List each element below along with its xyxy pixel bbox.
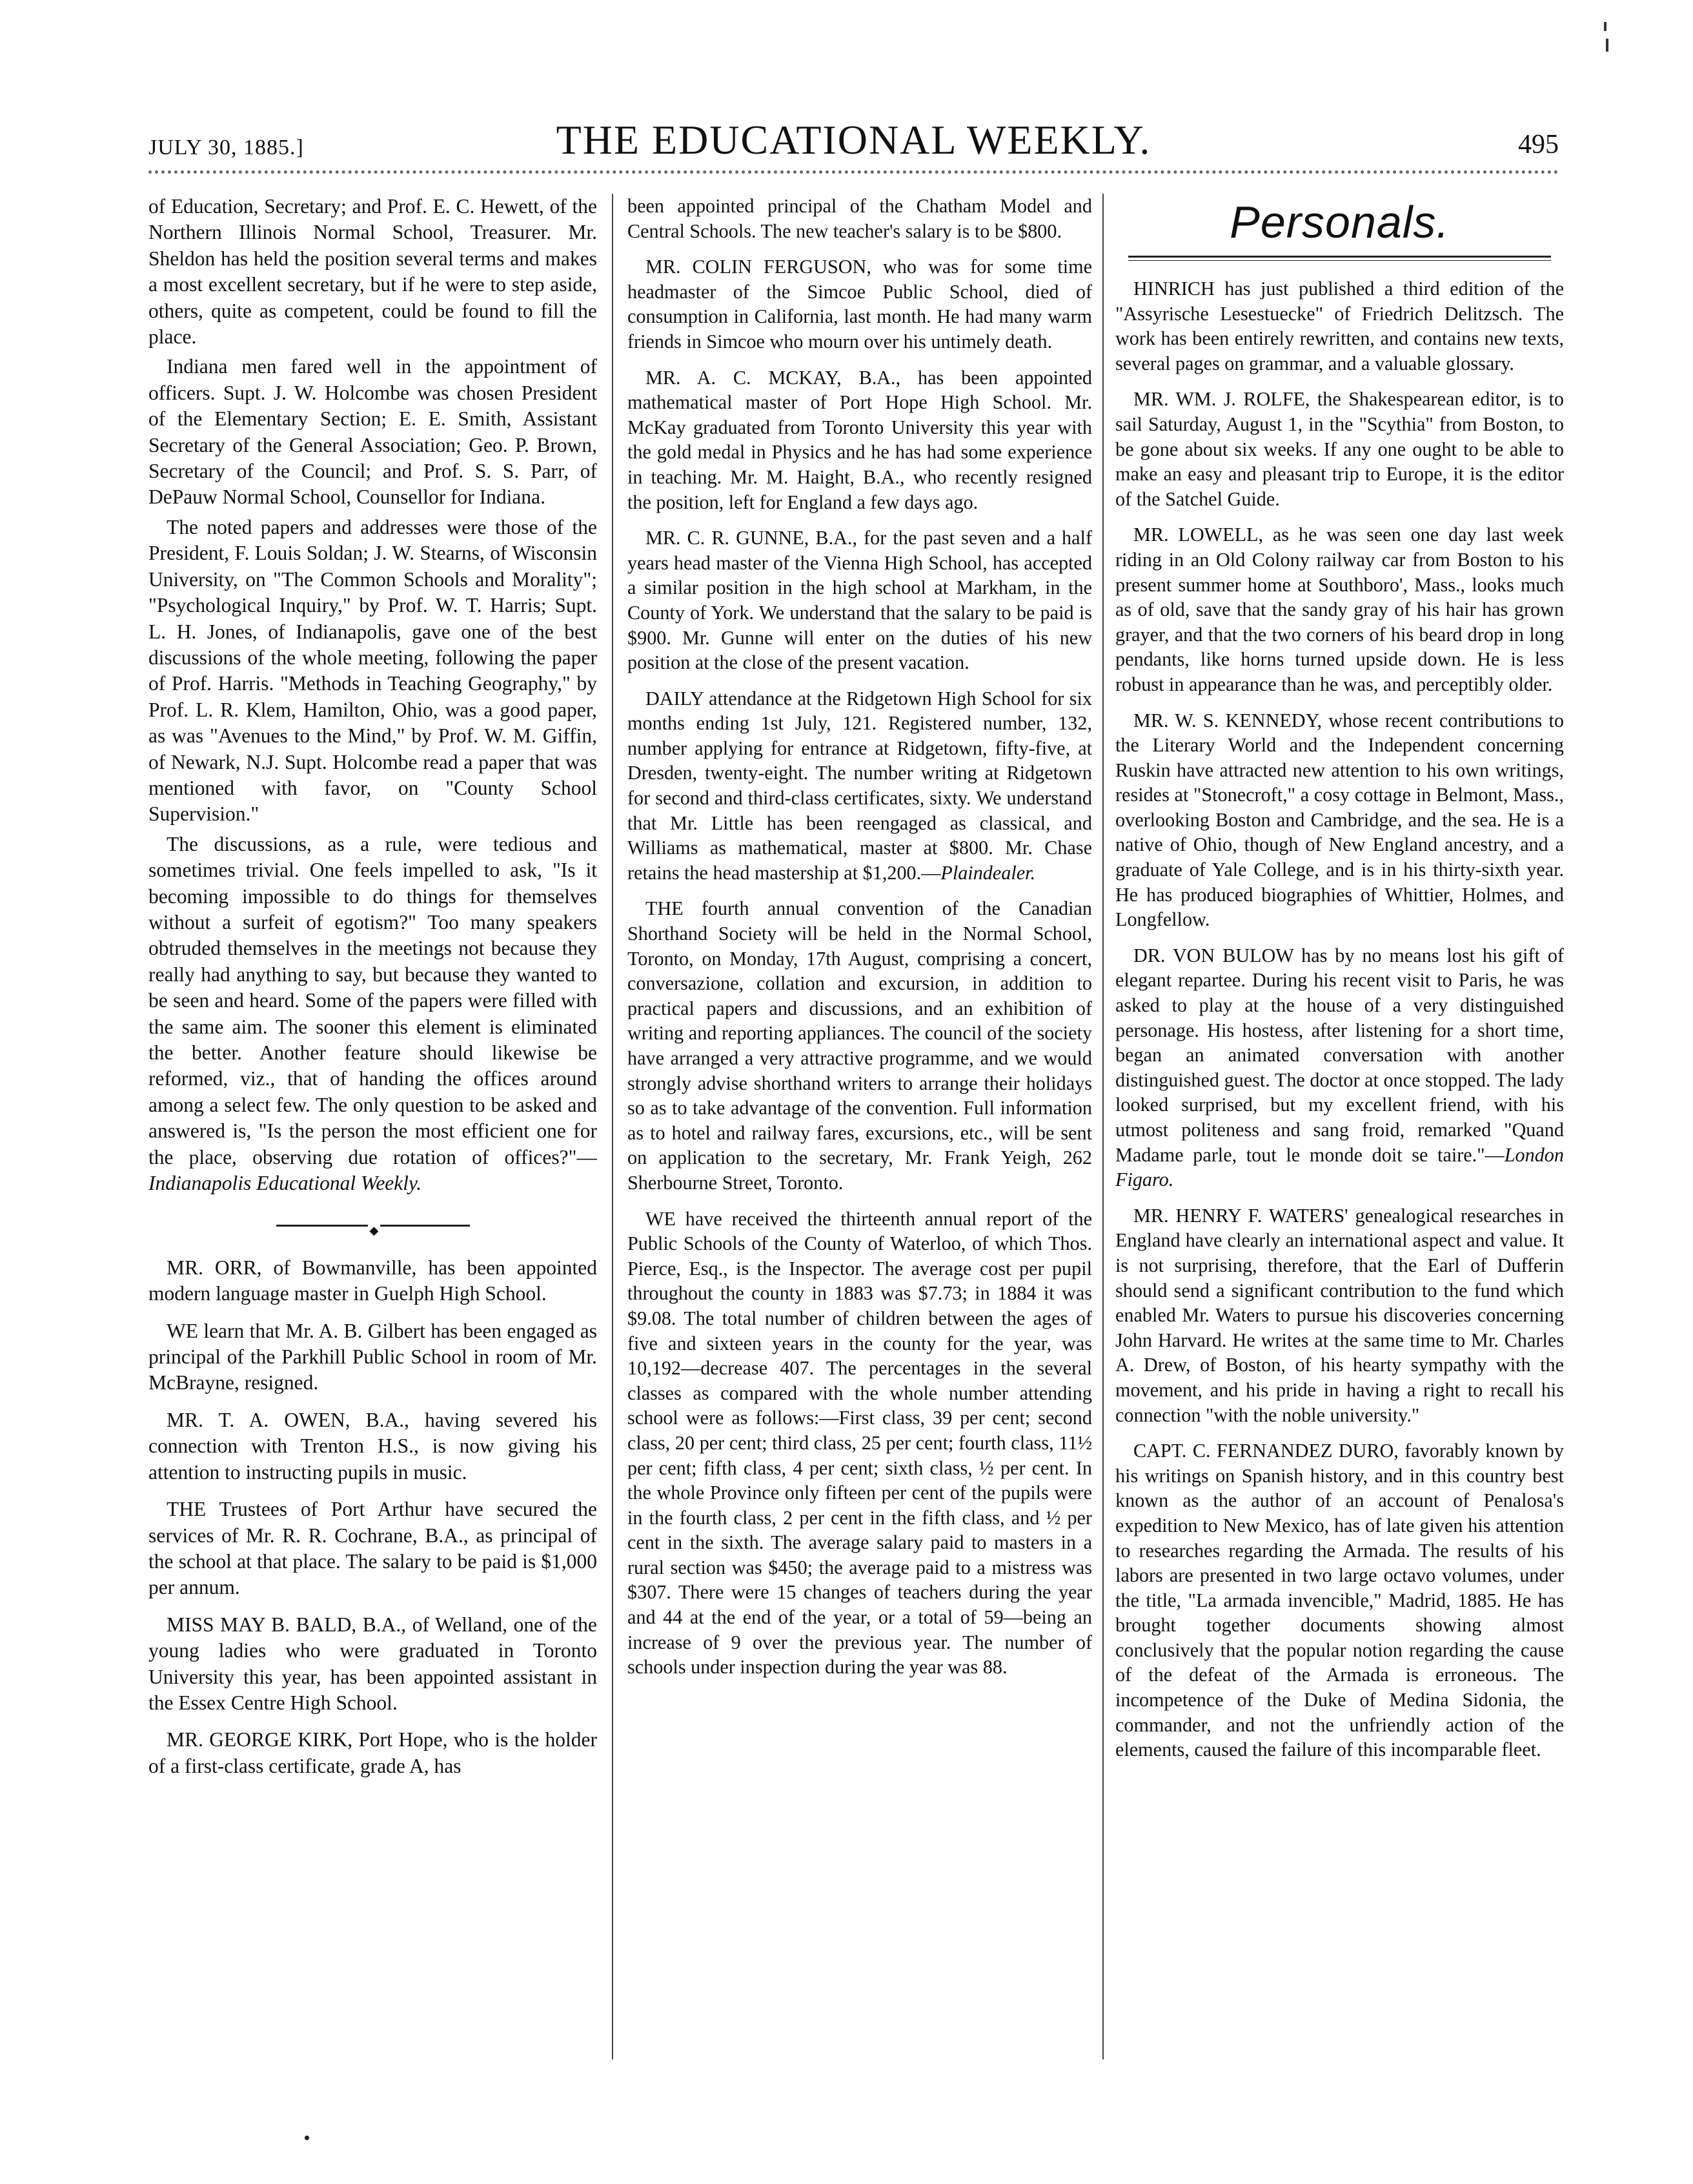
personal-item: HINRICH has just published a third edition of the "Assyrische Lesestuecke" of Friedrich Delitzsch. The work has been entirely rewritten, and contains new texts, several pages on grammar, and a valuable glossary. xyxy=(1115,278,1564,374)
section-heading: Personals. xyxy=(1230,197,1450,247)
personal-item: MR. HENRY F. WATERS' genealogical researches in England have clearly an international aspect and value. It is not surprising, therefore, that the Earl of Dufferin should send a significant contribution to the fund which enabled Mr. Waters to pursue his discoveries concerning John Harvard. He writes at the same time to Mr. Charles A. Drew, of Boston, of his hearty sympathy with the movement, and his pride in having a right to recall his connection "with the noble university." xyxy=(1115,1204,1564,1426)
column-divider-left xyxy=(612,194,613,2059)
personal-item: DR. VON BULOW has by no means lost his gift of elegant repartee. During his recent visit to Paris, he was asked to play at the house of a very distinguished personage. His hostess, after listening for a short time, began an animated conversation with another distinguished guest. The doctor at once stopped. The lady looked surprised, but my excellent friend, with his utmost politeness and sang froid, remarked "Quand Madame parle, tout le monde doit se taire."—London Figaro. xyxy=(1115,944,1564,1191)
source-credit: Indianapolis Educational Weekly. xyxy=(148,1172,422,1195)
news-item: WE learn that Mr. A. B. Gilbert has been engaged as principal of the Parkhill Public School in room of Mr. McBrayne, resigned. xyxy=(148,1319,597,1394)
news-item: MR. COLIN FERGUSON, who was for some time headmaster of the Simcoe Public School, died of consumption in California, last month. He had many warm friends in Simcoe who mourn over his untimely death. xyxy=(627,256,1092,352)
header-rule xyxy=(148,170,1559,174)
personal-item: CAPT. C. FERNANDEZ DURO, favorably known by his writings on Spanish history, and in this country best known as the author of an account of Penalosa's expedition to New Mexico, has of late given his attention to researches regarding the Armada. The results of his labors are presented in two large octavo volumes, under the title, "La armada invencible," Madrid, 1885. He has brought together documents showing almost conclusively that the popular notion regarding the cause of the defeat of the Armada is erroneous. The incompetence of the Duke of Medina Sidonia, the commander, and not the unfriendly action of the elements, caused the failure of this incomparable fleet. xyxy=(1115,1440,1564,1761)
news-item: MISS MAY B. BALD, B.A., of Welland, one of the young ladies who were graduated in Toronto University this year, has been appointed assistant in the Essex Centre High School. xyxy=(148,1613,597,1714)
paragraph: Indiana men fared well in the appointment of officers. Supt. J. W. Holcombe was chosen President of the Elementary Section; E. E. Smith, Assistant Secretary of the General Association; Geo. P. Brown, Secretary of the Council; and Prof. S. S. Parr, of DePauw Normal School, Counsellor for Indiana. xyxy=(148,355,597,509)
issue-date: JULY 30, 1885.] xyxy=(148,136,304,159)
news-item: DAILY attendance at the Ridgetown High School for six months ending 1st July, 121. Registered number, 132, number applying for entrance at Ridgetown, fifty-five, at Dresden, twenty-eight. The number writing at Ridgetown for second and third-class certificates, sixty. We understand that Mr. Little has been reengaged as classical, and Williams as mathematical, master at $800. Mr. Chase retains the head mastership at $1,200.—Plaindealer. xyxy=(627,687,1092,884)
news-item: been appointed principal of the Chatham Model and Central Schools. The new teacher's salary is to be $800. xyxy=(627,195,1092,242)
news-item: MR. A. C. MCKAY, B.A., has been appointed mathematical master of Port Hope High School. Mr. McKay graduated from Toronto University this year with the gold medal in Physics and he has had some experience in teaching. Mr. M. Haight, B.A., who recently resigned the position, left for England a few days ago. xyxy=(627,366,1092,513)
news-text: DAILY attendance at the Ridgetown High School for six months ending 1st July, 121. Registered number, 132, number applying for entrance at Ridgetown, fifty-five, at Dresden, twenty-eight. The number writing at Ridgetown for second and third-class certificates, sixty. We understand that Mr. Little has been reengaged as classical, and Williams as mathematical, master at $800. Mr. Chase retains the head mastership at $1,200. xyxy=(627,687,1092,884)
paragraph-text: The discussions, as a rule, were tedious and sometimes trivial. One feels impelled to ask, "Is it becoming impossible to do things for themselves without a surfeit of egotism?" Too many speakers obtruded themselves in the meetings not because they really had anything to say, but because they wanted to be seen and heard. Some of the papers were filled with the same aim. The sooner this element is eliminated the better. Another feature should likewise be reformed, viz., that of handing the offices around among a select few. The only question to be asked and answered is, "Is the person the most efficient one for the place, observing due rotation of offices?" xyxy=(148,832,597,1169)
news-item: THE Trustees of Port Arthur have secured the services of Mr. R. R. Cochrane, B.A., as principal of the school at that place. The salary to be paid is $1,000 per annum. xyxy=(148,1498,597,1599)
news-item: MR. T. A. OWEN, B.A., having severed his connection with Trenton H.S., is now giving his attention to instructing pupils in music. xyxy=(148,1408,597,1484)
page-header xyxy=(148,115,1559,163)
heading-rule xyxy=(1128,256,1551,261)
personal-item: MR. WM. J. ROLFE, the Shakespearean editor, is to sail Saturday, August 1, in the "Scythia" from Boston, to be gone about six weeks. If any one ought to be able to make an easy and pleasant trip to Europe, it is the editor of the Satchel Guide. xyxy=(1115,388,1564,510)
paragraph: of Education, Secretary; and Prof. E. C. Hewett, of the Northern Illinois Normal School, Treasurer. Mr. Sheldon has held the position several terms and makes a most excellent secretary, but if he were to step aside, others, quite as competent, could be found to fill the place. xyxy=(148,195,597,349)
edge-mark xyxy=(1606,39,1608,52)
page-number: 495 xyxy=(1518,130,1559,159)
column-divider-right xyxy=(1102,194,1104,2059)
personal-item: MR. W. S. KENNEDY, whose recent contributions to the Literary World and the Independent concerning Ruskin have attracted new attention to his own writings, resides at "Stonecroft," a cosy cottage in Belmont, Mass., overlooking Boston and Cambridge, and the sea. He is a native of Ohio, though of New England ancestry, and a graduate of Yale College, and is in his thirty-sixth year. He has produced biographies of Whittier, Holmes, and Longfellow. xyxy=(1115,709,1564,931)
journal-title: THE EDUCATIONAL WEEKLY. xyxy=(556,117,1151,163)
print-speck xyxy=(305,2136,309,2140)
news-item: MR. GEORGE KIRK, Port Hope, who is the holder of a first-class certificate, grade A, has xyxy=(148,1728,597,1777)
news-item: THE fourth annual convention of the Canadian Shorthand Society will be held in the Normal School, Toronto, on Monday, 17th August, comprising a concert, conversazione, collation and excursion, in addition to practical papers and discussions, and an exhibition of writing and reporting appliances. The council of the society have arranged a very attractive programme, and we would strongly advise shorthand writers to arrange their holidays so as to take advantage of the convention. Full information as to hotel and railway fares, excursions, etc., will be sent on application to the secretary, Mr. Frank Yeigh, 262 Sherbourne Street, Toronto. xyxy=(627,897,1092,1194)
column-right xyxy=(1115,194,1564,2059)
column-middle xyxy=(627,194,1092,2059)
section-divider-ornament xyxy=(148,1210,597,1236)
news-item: MR. ORR, of Bowmanville, has been appointed modern language master in Guelph High School. xyxy=(148,1256,597,1305)
source-credit: London Figaro. xyxy=(1115,1143,1564,1191)
edge-mark xyxy=(1604,22,1607,31)
personal-item: MR. LOWELL, as he was seen one day last week riding in an Old Colony railway car from Boston to his present summer home at Southboro', Mass., looks much as of old, save that the sandy gray of his hair has grown grayer, and that the two corners of his beard drop in long pendants, like horns turned upside down. He is less robust in appearance than he was, and perceptibly older. xyxy=(1115,524,1564,695)
paragraph: The noted papers and addresses were those of the President, F. Louis Soldan; J. W. Stearns, of Wisconsin University, on "The Common Schools and Morality"; "Psychological Inquiry," by Prof. W. T. Harris; Supt. L. H. Jones, of Indianapolis, gave one of the best discussions of the whole meeting, following the paper of Prof. Harris. "Methods in Teaching Geography," by Prof. L. R. Klem, Hamilton, Ohio, was a good paper, as was "Avenues to the Mind," by Prof. W. M. Giffin, of Newark, N.J. Supt. Holcombe read a paper that was mentioned with favor, on "County School Supervision." xyxy=(148,515,597,826)
source-credit: Plaindealer. xyxy=(940,861,1036,884)
personal-text: DR. VON BULOW has by no means lost his gift of elegant repartee. During his recent visit to Paris, he was asked to play at the house of a very distinguished personage. His hostess, after listening for a short time, began an animated conversation with another distinguished guest. The doctor at once stopped. The lady looked surprised, but my excellent friend, with his utmost politeness and sang froid, remarked "Quand Madame parle, tout le monde doit se taire." xyxy=(1115,944,1564,1166)
column-left xyxy=(148,194,597,2059)
news-item: WE have received the thirteenth annual report of the Public Schools of the County of Waterloo, of which Thos. Pierce, Esq., is the Inspector. The average cost per pupil throughout the county in 1883 was $7.73; in 1884 it was $9.08. The total number of children between the ages of five and sixteen years in the county for the year, was 10,192—decrease 407. The percentages in the several classes as compared with the whole number attending school were as follows:—First class, 39 per cent; second class, 20 per cent; third class, 25 per cent; fourth class, 11½ per cent; fifth class, 4 per cent; sixth class, ½ per cent. In the whole Province only fifteen per cent of the pupils were in the fourth class, 2 per cent in the fifth class, and ½ per cent in the sixth. The average salary paid to masters in a rural section was $450; the average paid to a mistress was $307. There were 15 changes of teachers during the year and 44 at the end of the year, or a total of 59—being an increase of 9 over the previous year. The number of schools under inspection during the year was 88. xyxy=(627,1207,1092,1679)
paragraph: The discussions, as a rule, were tedious and sometimes trivial. One feels impelled to ask, "Is it becoming impossible to do things for themselves without a surfeit of egotism?" Too many speakers obtruded themselves in the meetings not because they really had anything to say, but because they wanted to be seen and heard. Some of the papers were filled with the same aim. The sooner this element is eliminated the better. Another feature should likewise be reformed, viz., that of handing the offices around among a select few. The only question to be asked and answered is, "Is the person the most efficient one for the place, observing due rotation of offices?"—Indianapolis Educational Weekly. xyxy=(148,832,597,1195)
news-item: MR. C. R. GUNNE, B.A., for the past seven and a half years head master of the Vienna High School, has accepted a similar position in the high school at Markham, in the County of York. We understand that the salary to be paid is $900. Mr. Gunne will enter on the duties of his new position at the close of the present vacation. xyxy=(627,527,1092,674)
